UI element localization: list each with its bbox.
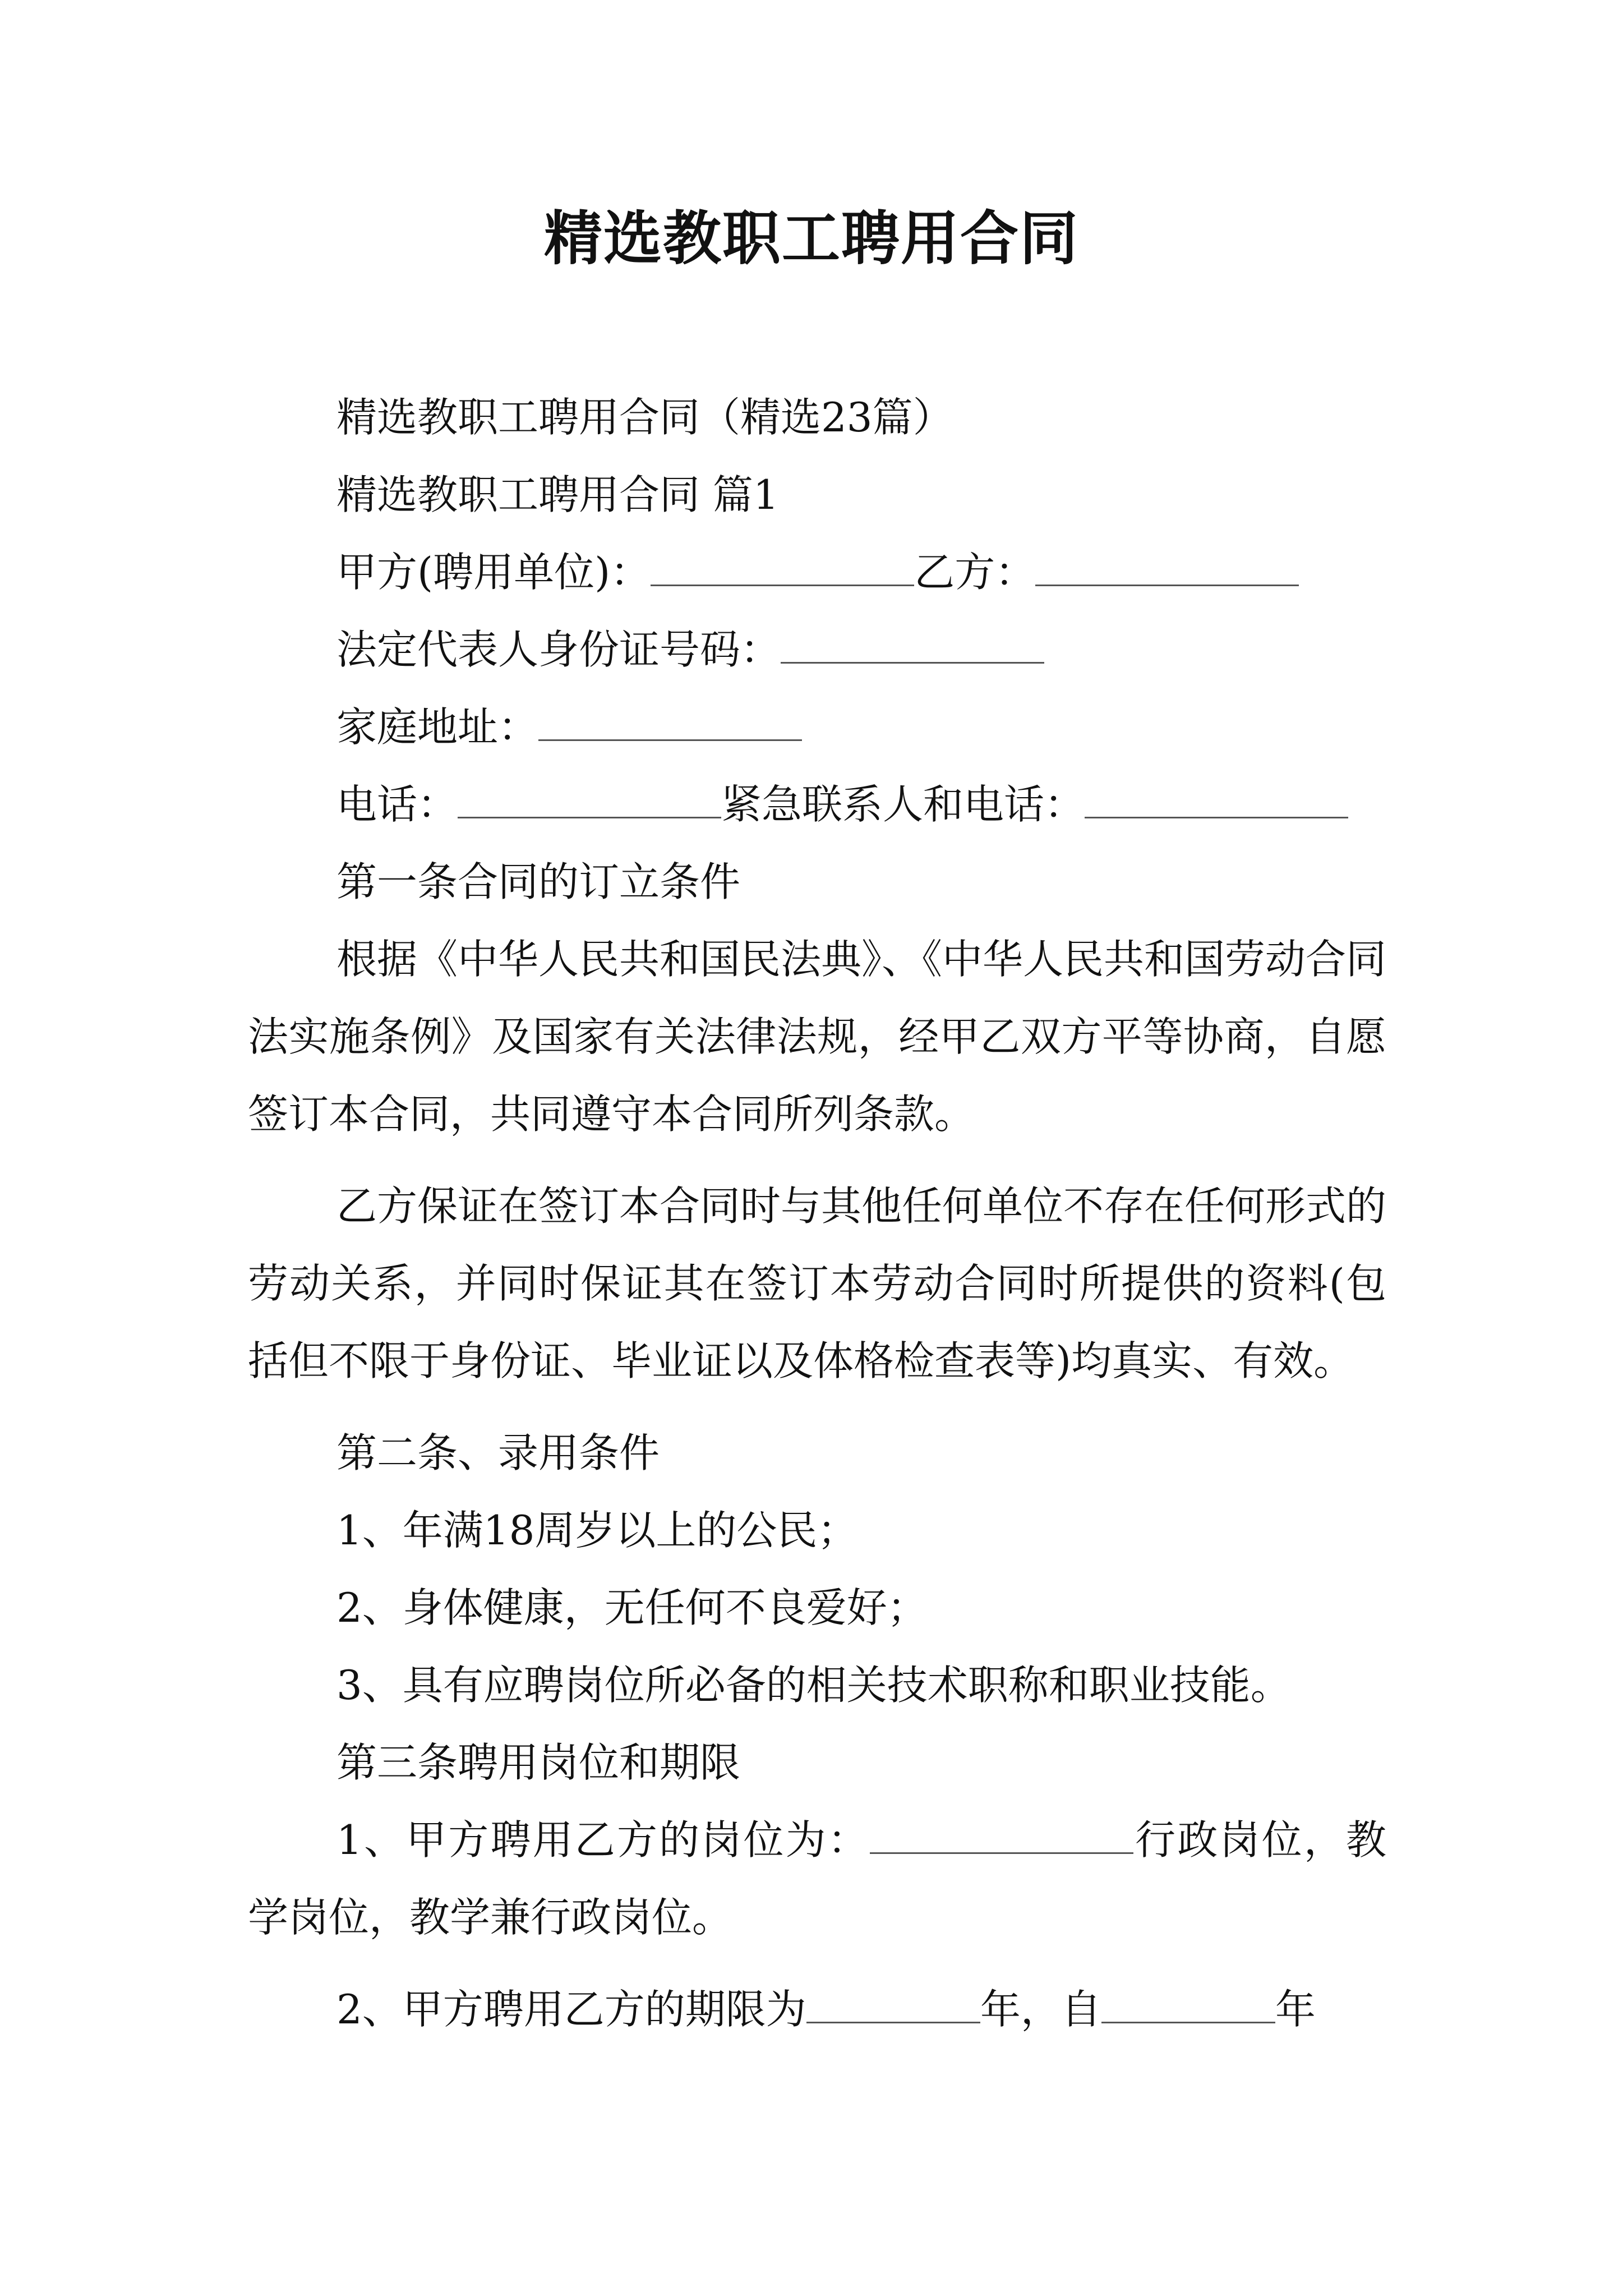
- address-line: [248, 688, 1386, 766]
- article3-item1-prefix: 1、甲方聘用乙方的岗位为：: [336, 1816, 870, 1864]
- id-label: 法定代表人身份证号码：: [336, 626, 781, 673]
- paragraph-gap: [248, 1956, 1386, 1971]
- article3-item2-mid2: 年: [1275, 1986, 1316, 2033]
- phone-label: 电话：: [336, 781, 458, 828]
- party-a-label: 甲方(聘用单位)：: [336, 549, 651, 596]
- paragraph-gap: [248, 1400, 1386, 1414]
- article3-item-1: [248, 1801, 1386, 1956]
- article3-item1-suffix: 行政岗位，教学岗位，教学兼行政岗位。: [248, 1816, 1386, 1941]
- phone-blank[interactable]: [458, 775, 721, 818]
- address-label: 家庭地址：: [336, 703, 539, 751]
- document-title: 精选教职工聘用合同: [543, 204, 1079, 273]
- address-blank[interactable]: [538, 698, 802, 741]
- article1-paragraph-2: 乙方保证在签订本合同时与其他任何单位不存在任何形式的劳动关系，并同时保证其在签订本劳动合同时所提供的资料(包括但不限于身份证、毕业证以及体格检查表等)均真实、有效。: [248, 1182, 1387, 1384]
- emergency-blank[interactable]: [1085, 775, 1348, 818]
- phone-line: [248, 766, 1386, 843]
- id-line: [248, 611, 1386, 688]
- article3-item2-mid1: 年，自: [980, 1986, 1101, 2033]
- article1-paragraph-1: 根据《中华人民共和国民法典》、《中华人民共和国劳动合同法实施条例》及国家有关法律法规，经甲乙双方平等协商，自愿签订本合同，共同遵守本合同所列条款。: [248, 936, 1387, 1138]
- position-blank[interactable]: [870, 1811, 1133, 1854]
- article2-item: 1、年满18周岁以上的公民；: [336, 1507, 858, 1554]
- party-b-blank[interactable]: [1035, 543, 1299, 586]
- term-years-blank[interactable]: [806, 1980, 980, 2023]
- party-a-blank[interactable]: [651, 543, 914, 586]
- subtitle: 精选教职工聘用合同（精选23篇）: [336, 394, 953, 441]
- article3-item2-prefix: 2、甲方聘用乙方的期限为: [336, 1986, 806, 2033]
- start-year-blank[interactable]: [1101, 1980, 1275, 2023]
- article2-item: 2、身体健康，无任何不良爱好；: [336, 1584, 928, 1631]
- document-body: [248, 379, 1386, 2048]
- article2-heading: 第二条、录用条件: [336, 1429, 660, 1476]
- section-heading: 精选教职工聘用合同 篇1: [336, 471, 779, 518]
- article3-item-2: [248, 1971, 1386, 2048]
- id-blank[interactable]: [781, 620, 1044, 664]
- paragraph-gap: [248, 1153, 1386, 1167]
- article3-heading: 第三条聘用岗位和期限: [336, 1739, 741, 1786]
- party-b-label: 乙方：: [914, 549, 1036, 596]
- party-line: [248, 533, 1386, 611]
- emergency-label: 紧急联系人和电话：: [721, 781, 1085, 828]
- article2-item: 3、具有应聘岗位所必备的相关技术职称和职业技能。: [336, 1662, 1291, 1709]
- article1-heading: 第一条合同的订立条件: [336, 858, 741, 905]
